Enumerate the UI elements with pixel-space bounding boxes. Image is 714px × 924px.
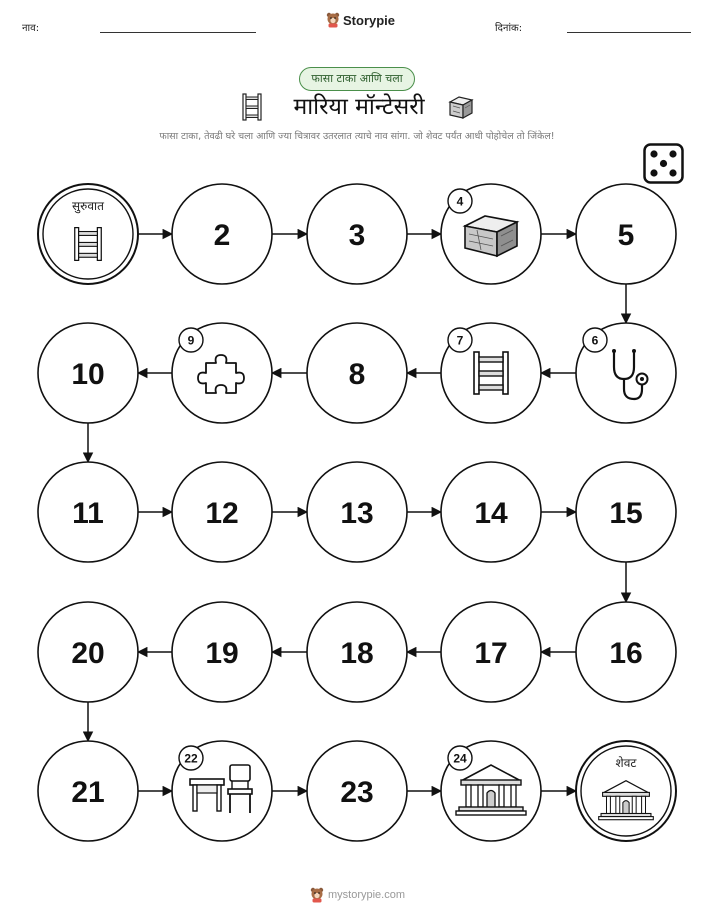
instructions-text: फासा टाका, तेवढी घरे चला आणि ज्या चित्रावर उतरलात त्याचे नाव सांगा. जो शेवट पर्यंत आधी पोहोचेल तो जिंकेल! — [159, 131, 555, 142]
cell-number: 8 — [348, 358, 366, 391]
cell-number: 11 — [72, 497, 104, 530]
board-cell-15[interactable] — [576, 462, 676, 562]
page-title: मारिया मॉन्टेसरी — [293, 94, 425, 120]
board-cell-3[interactable] — [307, 184, 407, 284]
cell-number: 23 — [340, 776, 374, 809]
start-label: सुरुवात — [72, 199, 104, 213]
cell-number: 20 — [71, 637, 105, 670]
date-label: दिनांक: — [495, 23, 523, 34]
cell-number: 16 — [609, 637, 643, 670]
board-cell-18[interactable] — [307, 602, 407, 702]
cell-number: 15 — [609, 497, 643, 530]
board-cell-19[interactable] — [172, 602, 272, 702]
board-cell-21[interactable] — [38, 741, 138, 841]
board-cell-1[interactable] — [38, 184, 138, 284]
brand-name: Storypie — [343, 12, 396, 28]
shelf-icon — [474, 352, 508, 394]
cell-number-badge-text: 7 — [456, 333, 464, 348]
cell-number: 5 — [617, 219, 635, 252]
cell-number: 19 — [205, 637, 239, 670]
board-cell-6[interactable] — [576, 323, 676, 423]
cell-number-badge-text: 24 — [453, 751, 467, 766]
wooden-block-icon — [465, 216, 517, 256]
board-cell-9[interactable] — [172, 323, 272, 423]
cell-number: 14 — [474, 497, 508, 530]
end-label: शेवट — [615, 756, 637, 770]
cell-number-badge-text: 22 — [184, 751, 198, 766]
board-cell-14[interactable] — [441, 462, 541, 562]
board-cell-8[interactable] — [307, 323, 407, 423]
board-cells — [38, 184, 676, 841]
cell-number: 2 — [213, 219, 231, 252]
board-cell-7[interactable] — [441, 323, 541, 423]
name-label: नाव: — [22, 23, 40, 34]
cell-number: 3 — [348, 219, 366, 252]
board-cell-2[interactable] — [172, 184, 272, 284]
cell-number: 13 — [340, 497, 374, 530]
board-cell-20[interactable] — [38, 602, 138, 702]
board-cell-23[interactable] — [307, 741, 407, 841]
board-cell-17[interactable] — [441, 602, 541, 702]
board-cell-22[interactable] — [172, 741, 272, 841]
cell-number: 21 — [71, 776, 105, 809]
bear-mascot-icon — [310, 887, 324, 903]
board-cell-25[interactable] — [576, 741, 676, 841]
cell-number-badge-text: 6 — [591, 333, 599, 348]
cell-number-badge-text: 9 — [187, 333, 195, 348]
cell-number: 12 — [205, 497, 239, 530]
board-cell-16[interactable] — [576, 602, 676, 702]
board-cell-10[interactable] — [38, 323, 138, 423]
cell-number: 10 — [71, 358, 105, 391]
footer — [310, 887, 405, 903]
board-cell-12[interactable] — [172, 462, 272, 562]
activity-pill: फासा टाका आणि चला — [299, 67, 415, 91]
cell-number-badge-text: 4 — [456, 194, 464, 209]
board-cell-11[interactable] — [38, 462, 138, 562]
footer-site: mystorypie.com — [328, 889, 406, 901]
board-cell-4[interactable] — [441, 184, 541, 284]
board-cell-5[interactable] — [576, 184, 676, 284]
cell-number: 17 — [474, 637, 508, 670]
board-cell-13[interactable] — [307, 462, 407, 562]
board-cell-24[interactable] — [441, 741, 541, 841]
cell-number: 18 — [340, 637, 374, 670]
shelf-icon — [75, 228, 102, 261]
